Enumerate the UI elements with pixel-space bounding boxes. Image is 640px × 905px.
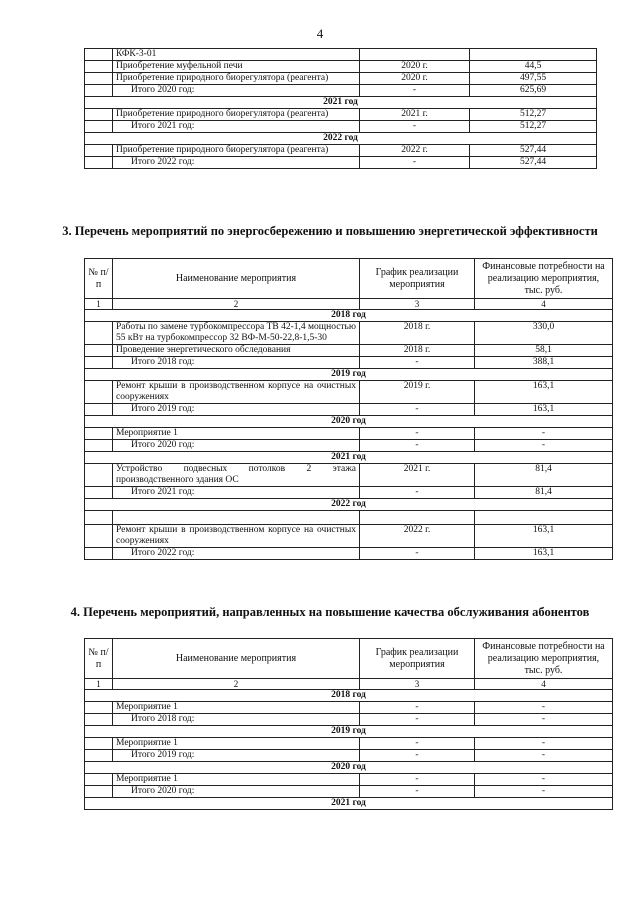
table-row [85, 109, 597, 121]
total-row [85, 157, 597, 169]
year-heading: 2018 год [85, 310, 613, 322]
amount-cell: 330,0 [475, 322, 613, 345]
activity-name: КФК-3-01 [113, 49, 360, 61]
schedule-cell: - [360, 774, 475, 786]
year-header-row [85, 499, 613, 511]
row-number-cell [85, 49, 113, 61]
year-heading: 2018 год [85, 690, 613, 702]
row-number-cell [85, 786, 113, 798]
schedule-cell: - [360, 702, 475, 714]
total-label: Итого 2020 год: [113, 440, 360, 452]
total-label: Итого 2020 год: [113, 85, 360, 97]
amount-cell: 163,1 [475, 404, 613, 416]
schedule-cell: - [360, 548, 475, 560]
row-number-cell [85, 487, 113, 499]
row-number-cell [85, 404, 113, 416]
section-3-title: 3. Перечень мероприятий по энергосбережению и повышению энергетической эффективности [62, 224, 598, 238]
year-header-row [85, 762, 613, 774]
year-header-row [85, 416, 613, 428]
amount-cell: 81,4 [475, 487, 613, 499]
header-finance: Финансовые потребности на реализацию мероприятия, тыс. руб. [475, 259, 613, 299]
amount-cell: 512,27 [470, 109, 597, 121]
total-label: Итого 2019 год: [113, 750, 360, 762]
activity-name: Ремонт крыши в производственном корпусе на очистных сооружениях [113, 381, 360, 404]
total-row [85, 121, 597, 133]
activity-name: Ремонт крыши в производственном корпусе на очистных сооружениях [113, 525, 360, 548]
total-row [85, 548, 613, 560]
table-header-row [85, 639, 613, 679]
empty-cell [475, 511, 613, 525]
schedule-cell: - [360, 404, 475, 416]
table-row [85, 702, 613, 714]
schedule-cell: - [360, 357, 475, 369]
table-row [85, 525, 613, 548]
total-row [85, 85, 597, 97]
total-label: Итого 2021 год: [113, 121, 360, 133]
table-row [85, 322, 613, 345]
activity-name: Приобретение природного биорегулятора (реагента) [113, 109, 360, 121]
schedule-cell: - [360, 440, 475, 452]
amount-cell: 81,4 [475, 464, 613, 487]
schedule-cell: - [360, 487, 475, 499]
total-label: Итого 2018 год: [113, 357, 360, 369]
table-row [85, 61, 597, 73]
total-label: Итого 2019 год: [113, 404, 360, 416]
schedule-cell: - [360, 786, 475, 798]
header-num: № п/п [85, 259, 113, 299]
row-number-cell [85, 464, 113, 487]
year-heading: 2020 год [85, 416, 613, 428]
col-num-2: 2 [113, 679, 360, 690]
total-label: Итого 2018 год: [113, 714, 360, 726]
schedule-cell: 2021 г. [360, 464, 475, 487]
column-numbers-row [85, 679, 613, 690]
year-heading: 2022 год [85, 133, 597, 145]
total-row [85, 357, 613, 369]
header-schedule: График реализации мероприятия [360, 639, 475, 679]
activity-name: Работы по замене турбокомпрессора ТВ 42-1,4 мощностью 55 кВт на турбокомпрессор 32 ВФ-М-50-22,8-1,5-30 [113, 322, 360, 345]
year-heading: 2020 год [85, 762, 613, 774]
year-header-row [85, 310, 613, 322]
row-number-cell [85, 702, 113, 714]
total-label: Итого 2022 год: [113, 157, 360, 169]
row-number-cell [85, 714, 113, 726]
schedule-cell: 2022 г. [360, 145, 470, 157]
amount-cell: - [475, 774, 613, 786]
header-num: № п/п [85, 639, 113, 679]
schedule-cell: - [360, 121, 470, 133]
row-number-cell [85, 322, 113, 345]
year-header-row [85, 798, 613, 810]
schedule-cell: 2020 г. [360, 61, 470, 73]
table-row [85, 738, 613, 750]
table-row [85, 428, 613, 440]
schedule-cell: 2018 г. [360, 345, 475, 357]
amount-cell: - [475, 738, 613, 750]
table-energy-saving [84, 258, 613, 560]
schedule-cell: - [360, 428, 475, 440]
col-num-4: 4 [475, 679, 613, 690]
year-header-row [85, 133, 597, 145]
amount-cell: 497,55 [470, 73, 597, 85]
table-header-row [85, 259, 613, 299]
amount-cell: 163,1 [475, 525, 613, 548]
amount-cell: 527,44 [470, 157, 597, 169]
col-num-2: 2 [113, 299, 360, 310]
schedule-cell: 2019 г. [360, 381, 475, 404]
amount-cell: 512,27 [470, 121, 597, 133]
amount-cell: 58,1 [475, 345, 613, 357]
row-number-cell [85, 774, 113, 786]
schedule-cell: - [360, 750, 475, 762]
amount-cell: 163,1 [475, 548, 613, 560]
schedule-cell: - [360, 738, 475, 750]
column-numbers-row [85, 299, 613, 310]
activity-name: Приобретение природного биорегулятора (реагента) [113, 73, 360, 85]
header-finance: Финансовые потребности на реализацию мероприятия, тыс. руб. [475, 639, 613, 679]
row-number-cell [85, 750, 113, 762]
total-row [85, 750, 613, 762]
total-label: Итого 2022 год: [113, 548, 360, 560]
schedule-cell: 2022 г. [360, 525, 475, 548]
amount-cell: - [475, 714, 613, 726]
activity-name: Приобретение муфельной печи [113, 61, 360, 73]
year-heading: 2019 год [85, 726, 613, 738]
year-heading: 2021 год [85, 97, 597, 109]
year-header-row [85, 690, 613, 702]
header-name: Наименование мероприятия [113, 639, 360, 679]
schedule-cell: - [360, 157, 470, 169]
table-row [85, 49, 597, 61]
row-number-cell [85, 121, 113, 133]
schedule-cell: 2020 г. [360, 73, 470, 85]
section-4-title: 4. Перечень мероприятий, направленных на повышение качества обслуживания абонентов [70, 605, 590, 619]
row-number-cell [85, 73, 113, 85]
year-heading: 2021 год [85, 798, 613, 810]
activity-name: Устройство подвесных потолков 2 этажа производственного здания ОС [113, 464, 360, 487]
total-row [85, 714, 613, 726]
year-heading: 2022 год [85, 499, 613, 511]
schedule-cell: - [360, 85, 470, 97]
activity-name: Проведение энергетического обследования [113, 345, 360, 357]
year-heading: 2019 год [85, 369, 613, 381]
row-number-cell [85, 145, 113, 157]
row-number-cell [85, 738, 113, 750]
empty-cell [360, 511, 475, 525]
activity-name: Приобретение природного биорегулятора (реагента) [113, 145, 360, 157]
col-num-4: 4 [475, 299, 613, 310]
table-row [85, 774, 613, 786]
amount-cell: 527,44 [470, 145, 597, 157]
amount-cell: 388,1 [475, 357, 613, 369]
empty-cell [85, 511, 113, 525]
amount-cell: - [475, 428, 613, 440]
header-schedule: График реализации мероприятия [360, 259, 475, 299]
total-label: Итого 2020 год: [113, 786, 360, 798]
header-name: Наименование мероприятия [113, 259, 360, 299]
schedule-cell: - [360, 714, 475, 726]
amount-cell: 625,69 [470, 85, 597, 97]
table-row [85, 464, 613, 487]
total-label: Итого 2021 год: [113, 487, 360, 499]
amount-cell: 44,5 [470, 61, 597, 73]
year-heading: 2021 год [85, 452, 613, 464]
col-num-3: 3 [360, 679, 475, 690]
row-number-cell [85, 61, 113, 73]
amount-cell: - [475, 440, 613, 452]
row-number-cell [85, 357, 113, 369]
row-number-cell [85, 157, 113, 169]
amount-cell [470, 49, 597, 61]
row-number-cell [85, 85, 113, 97]
row-number-cell [85, 440, 113, 452]
total-row [85, 786, 613, 798]
col-num-3: 3 [360, 299, 475, 310]
activity-name: Мероприятие 1 [113, 774, 360, 786]
table-continuation [84, 48, 597, 169]
amount-cell: - [475, 750, 613, 762]
table-service-quality [84, 638, 613, 810]
amount-cell: - [475, 702, 613, 714]
empty-row [85, 511, 613, 525]
table-row [85, 381, 613, 404]
total-row [85, 404, 613, 416]
year-header-row [85, 452, 613, 464]
total-row [85, 440, 613, 452]
year-header-row [85, 369, 613, 381]
row-number-cell [85, 345, 113, 357]
table-row [85, 345, 613, 357]
col-num-1: 1 [85, 679, 113, 690]
year-header-row [85, 97, 597, 109]
page-number: 4 [316, 26, 324, 41]
row-number-cell [85, 525, 113, 548]
row-number-cell [85, 381, 113, 404]
schedule-cell: 2018 г. [360, 322, 475, 345]
activity-name: Мероприятие 1 [113, 702, 360, 714]
activity-name: Мероприятие 1 [113, 428, 360, 440]
schedule-cell: 2021 г. [360, 109, 470, 121]
row-number-cell [85, 109, 113, 121]
amount-cell: - [475, 786, 613, 798]
total-row [85, 487, 613, 499]
activity-name: Мероприятие 1 [113, 738, 360, 750]
year-header-row [85, 726, 613, 738]
table-row [85, 145, 597, 157]
row-number-cell [85, 428, 113, 440]
table-row [85, 73, 597, 85]
schedule-cell [360, 49, 470, 61]
row-number-cell [85, 548, 113, 560]
amount-cell: 163,1 [475, 381, 613, 404]
empty-cell [113, 511, 360, 525]
col-num-1: 1 [85, 299, 113, 310]
